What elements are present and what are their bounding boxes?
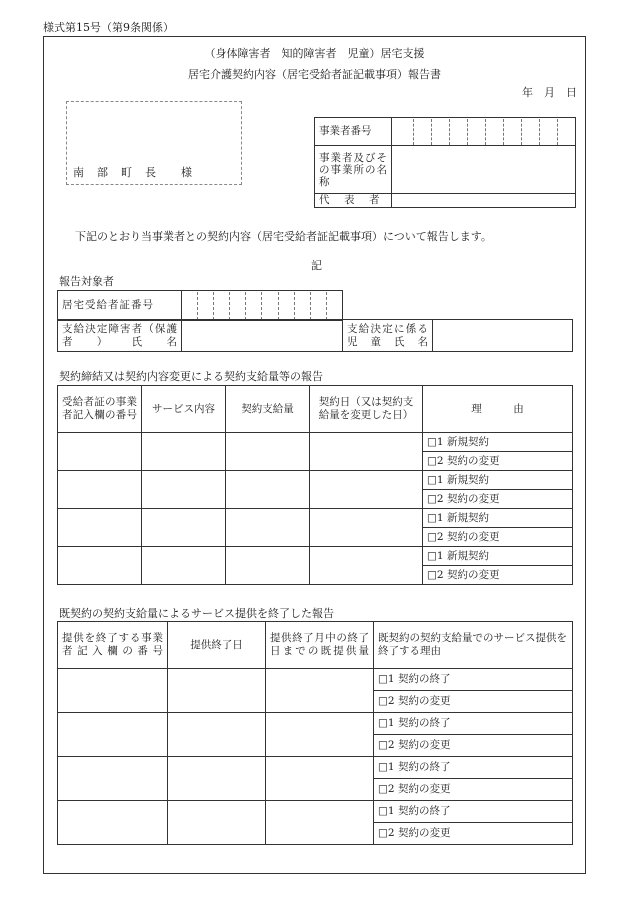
contract-table (57, 385, 573, 585)
table-row[interactable] (58, 471, 142, 509)
cert-label: 居宅受給者証番号 (58, 291, 182, 321)
option-change-contract[interactable]: □2 契約の変更 (423, 566, 573, 585)
option-end-contract[interactable]: □1 契約の終了 (374, 801, 573, 823)
table-row[interactable] (58, 757, 168, 801)
report-date: 年 月 日 (522, 86, 577, 99)
option-end-contract[interactable]: □1 契約の終了 (374, 669, 573, 691)
subject-name-table (57, 319, 573, 352)
option-new-contract[interactable]: □1 新規契約 (423, 547, 573, 566)
col-provided-amount: 提供終了月中の終了日までの既提供量 (266, 622, 374, 669)
option-change-contract[interactable]: □2 契約の変更 (374, 823, 573, 845)
cert-table (57, 290, 343, 321)
col-service: サービス内容 (142, 386, 226, 433)
child-label: 支給決定に係る児童氏名 (343, 320, 433, 352)
provider-rep-label: 代 表 者 (315, 194, 392, 208)
option-end-contract[interactable]: □1 契約の終了 (374, 713, 573, 735)
option-change-contract[interactable]: □2 契約の変更 (374, 779, 573, 801)
child-name-field[interactable] (433, 320, 573, 352)
title-line1: （身体障害者 知的障害者 児童）居宅支援 (204, 47, 425, 60)
option-change-contract[interactable]: □2 契約の変更 (374, 735, 573, 757)
col-number: 受給者証の事業者記入欄の番号 (58, 386, 142, 433)
table-row[interactable] (58, 669, 168, 713)
option-end-contract[interactable]: □1 契約の終了 (374, 757, 573, 779)
table-row[interactable] (58, 801, 168, 845)
option-change-contract[interactable]: □2 契約の変更 (423, 528, 573, 547)
col-reason: 理 由 (423, 386, 573, 433)
form-number: 様式第15号（第9条関係） (43, 21, 174, 34)
title-line2: 居宅介護契約内容（居宅受給者証記載事項）報告書 (188, 68, 441, 81)
guardian-label: 支給決定障害者（保護者）氏名 (58, 320, 182, 352)
provider-name-label: 事業者及びその事業所の名称 (315, 146, 392, 194)
col-contract-date: 契約日（又は契約支給量を変更した日） (310, 386, 423, 433)
option-new-contract[interactable]: □1 新規契約 (423, 509, 573, 528)
intro-text: 下記のとおり当事業者との契約内容（居宅受給者証記載事項）について報告します。 (75, 230, 492, 243)
table-row[interactable] (58, 713, 168, 757)
ki-label: 記 (311, 259, 322, 272)
col-end-date: 提供終了日 (168, 622, 266, 669)
addressee-box (66, 101, 242, 185)
table-row[interactable] (58, 547, 142, 585)
guardian-name-field[interactable] (182, 320, 343, 352)
subject-heading: 報告対象者 (59, 275, 114, 288)
section2-heading: 既契約の契約支給量によるサービス提供を終了した報告 (59, 607, 334, 620)
col-term-reason: 既契約の契約支給量でのサービス提供を終了する理由 (374, 622, 573, 669)
provider-name-field[interactable] (392, 146, 576, 194)
col-amount: 契約支給量 (226, 386, 310, 433)
option-change-contract[interactable]: □2 契約の変更 (423, 490, 573, 509)
table-row[interactable] (58, 509, 142, 547)
provider-rep-field[interactable] (392, 194, 576, 208)
addressee: 南 部 町 長 様 (73, 166, 193, 179)
provider-table (314, 117, 576, 208)
provider-number-field[interactable] (392, 118, 576, 146)
table-row[interactable] (58, 433, 142, 471)
section1-heading: 契約締結又は契約内容変更による契約支給量等の報告 (59, 370, 323, 383)
col-term-number: 提供を終了する事業者記入欄の番号 (58, 622, 168, 669)
option-new-contract[interactable]: □1 新規契約 (423, 471, 573, 490)
provider-number-label: 事業者番号 (315, 118, 392, 146)
option-new-contract[interactable]: □1 新規契約 (423, 433, 573, 452)
cert-number-field[interactable] (182, 291, 343, 321)
termination-table (57, 621, 573, 845)
option-change-contract[interactable]: □2 契約の変更 (374, 691, 573, 713)
option-change-contract[interactable]: □2 契約の変更 (423, 452, 573, 471)
